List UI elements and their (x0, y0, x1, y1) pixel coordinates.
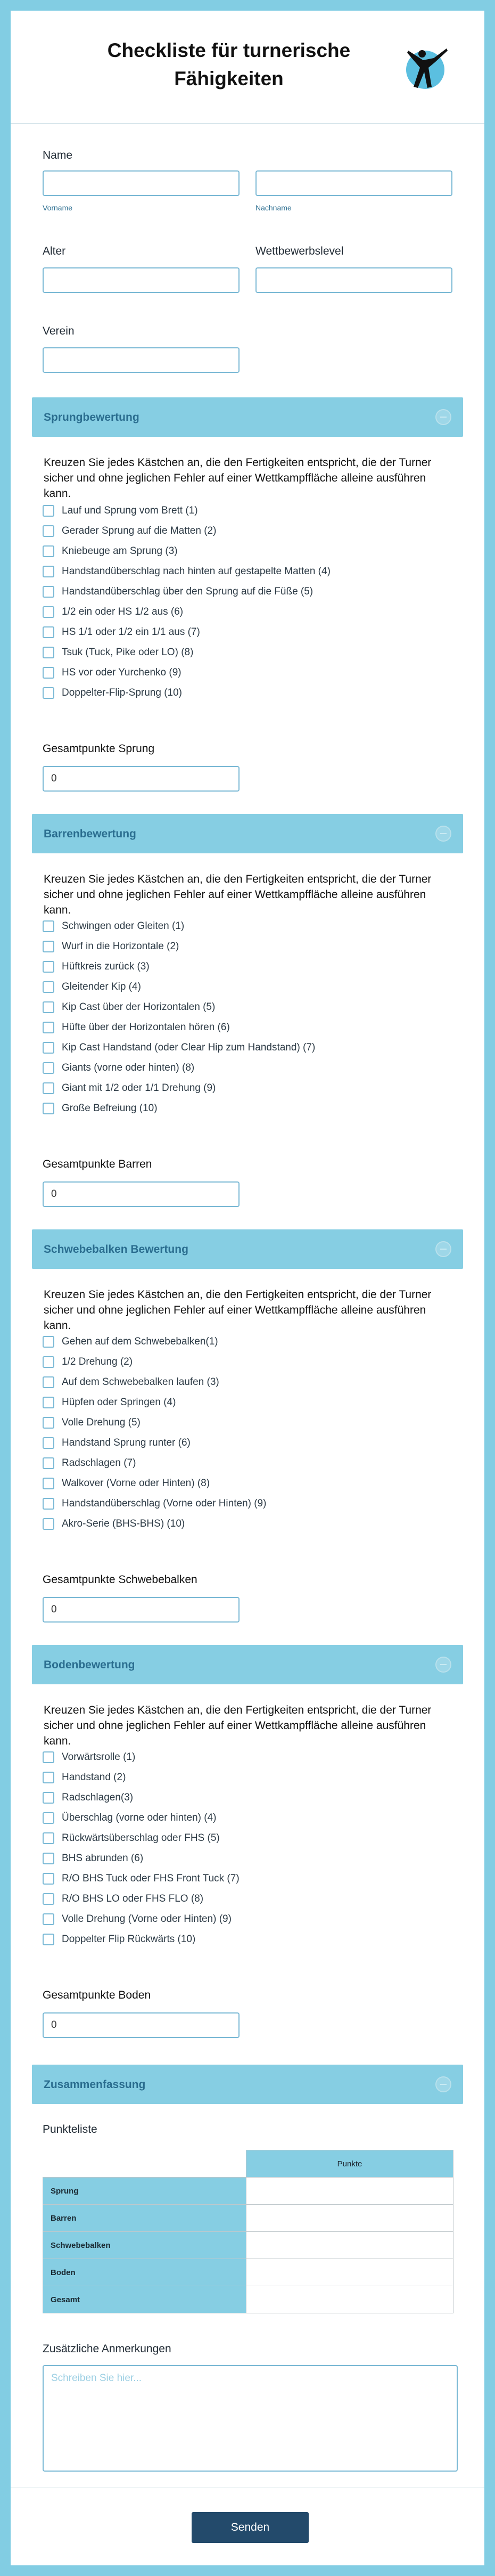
checkbox-option[interactable]: Volle Drehung (Vorne oder Hinten) (9) (43, 1909, 240, 1929)
name-label: Name (43, 149, 73, 161)
checkbox[interactable] (43, 1832, 54, 1844)
checkbox-option[interactable]: Akro-Serie (BHS-BHS) (10) (43, 1514, 266, 1534)
checkbox-option[interactable]: Kniebeuge am Sprung (3) (43, 541, 331, 561)
checkbox[interactable] (43, 1062, 54, 1074)
checkbox[interactable] (43, 920, 54, 932)
checkbox[interactable] (43, 1893, 54, 1905)
row-header: Sprung (43, 2178, 246, 2205)
checkbox-list-sprung (43, 501, 331, 703)
form-header (11, 11, 484, 124)
checkbox-option[interactable]: Handstand (2) (43, 1767, 240, 1788)
checkbox-option[interactable]: Giant mit 1/2 oder 1/1 Drehung (9) (43, 1078, 315, 1098)
checkbox[interactable] (43, 1103, 54, 1114)
row-header: Gesamt (43, 2286, 246, 2313)
checkbox-option[interactable]: Rückwärtsüberschlag oder FHS (5) (43, 1828, 240, 1848)
checkbox-option[interactable]: Radschlagen(3) (43, 1788, 240, 1808)
score-input-sprung[interactable]: 0 (43, 766, 240, 792)
score-label-boden: Gesamtpunkte Boden (43, 1989, 151, 2001)
section-header-barren[interactable] (32, 814, 463, 853)
club-label: Verein (43, 325, 75, 337)
checkbox[interactable] (43, 1417, 54, 1429)
row-header: Boden (43, 2259, 246, 2286)
checkbox-option[interactable]: R/O BHS Tuck oder FHS Front Tuck (7) (43, 1869, 240, 1889)
checkbox[interactable] (43, 1376, 54, 1388)
first-name-input[interactable] (43, 170, 240, 196)
checkbox-option[interactable]: 1/2 ein oder HS 1/2 aus (6) (43, 602, 331, 622)
collapse-toggle-icon[interactable] (435, 826, 451, 842)
notes-label: Zusätzliche Anmerkungen (43, 2343, 171, 2355)
score-input-barren[interactable]: 0 (43, 1181, 240, 1207)
table-row (43, 2232, 453, 2259)
checkbox[interactable] (43, 1853, 54, 1864)
checkbox-option[interactable]: Lauf und Sprung vom Brett (1) (43, 501, 331, 521)
checkbox[interactable] (43, 1772, 54, 1783)
checkbox[interactable] (43, 1001, 54, 1013)
row-header: Barren (43, 2205, 246, 2232)
checkbox[interactable] (43, 626, 54, 638)
first-name-sublabel: Vorname (43, 203, 73, 212)
checkbox-option[interactable]: Hüpfen oder Springen (4) (43, 1392, 266, 1413)
section-description: Kreuzen Sie jedes Kästchen an, die den Fertigkeiten entspricht, die der Turner sicher und ohne jeglichen Fehler auf einer Wettkampffläche alleine ausführen kann. (44, 456, 432, 500)
table-cell-input[interactable] (246, 2178, 453, 2205)
score-table (43, 2150, 453, 2313)
last-name-sublabel: Nachname (255, 203, 292, 212)
checkbox-option[interactable]: Gehen auf dem Schwebebalken(1) (43, 1332, 266, 1352)
section-header-sprung[interactable] (32, 397, 463, 437)
checkbox-option[interactable]: Schwingen oder Gleiten (1) (43, 916, 315, 936)
section-title: Barrenbewertung (44, 828, 136, 840)
checkbox[interactable] (43, 667, 54, 679)
checkbox-option[interactable]: Hüfte über der Horizontalen hören (6) (43, 1017, 315, 1038)
checkbox-option[interactable]: Handstand Sprung runter (6) (43, 1433, 266, 1453)
checkbox-option[interactable]: R/O BHS LO oder FHS FLO (8) (43, 1889, 240, 1909)
section-description: Kreuzen Sie jedes Kästchen an, die den Fertigkeiten entspricht, die der Turner sicher und ohne jeglichen Fehler auf einer Wettkampffläche alleine ausführen kann. (44, 1289, 432, 1332)
section-description: Kreuzen Sie jedes Kästchen an, die den Fertigkeiten entspricht, die der Turner sicher und ohne jeglichen Fehler auf einer Wettkampffläche alleine ausführen kann. (44, 873, 432, 916)
checkbox[interactable] (43, 1518, 54, 1530)
checkbox[interactable] (43, 1873, 54, 1885)
checkbox-option[interactable]: HS 1/1 oder 1/2 ein 1/1 aus (7) (43, 622, 331, 642)
score-label-barren: Gesamtpunkte Barren (43, 1158, 152, 1170)
checkbox[interactable] (43, 545, 54, 557)
checkbox-option[interactable]: Giants (vorne oder hinten) (8) (43, 1058, 315, 1078)
section-header-boden[interactable] (32, 1645, 463, 1684)
section-description: Kreuzen Sie jedes Kästchen an, die den Fertigkeiten entspricht, die der Turner sicher und ohne jeglichen Fehler auf einer Wettkampffläche alleine ausführen kann. (44, 1704, 432, 1747)
checkbox[interactable] (43, 687, 54, 699)
age-input[interactable] (43, 267, 240, 293)
checkbox-option[interactable]: Handstandüberschlag nach hinten auf gestapelte Matten (4) (43, 561, 331, 582)
checkbox[interactable] (43, 1498, 54, 1510)
checkbox[interactable] (43, 981, 54, 993)
table-cell-input[interactable] (246, 2205, 453, 2232)
section-header-summary[interactable] (32, 2065, 463, 2104)
collapse-toggle-icon[interactable] (435, 1657, 451, 1673)
checkbox-option[interactable]: Doppelter-Flip-Sprung (10) (43, 683, 331, 703)
score-table-label: Punkteliste (43, 2123, 97, 2135)
table-row (43, 2205, 453, 2232)
checkbox-option[interactable]: Doppelter Flip Rückwärts (10) (43, 1929, 240, 1950)
checkbox[interactable] (43, 1913, 54, 1925)
checkbox-option[interactable]: Handstandüberschlag über den Sprung auf die Füße (5) (43, 582, 331, 602)
score-label-sprung: Gesamtpunkte Sprung (43, 743, 155, 755)
checkbox-option[interactable]: 1/2 Drehung (2) (43, 1352, 266, 1372)
checkbox[interactable] (43, 941, 54, 952)
checkbox[interactable] (43, 606, 54, 618)
checkbox-option[interactable]: Radschlagen (7) (43, 1453, 266, 1473)
age-label: Alter (43, 245, 66, 257)
checkbox[interactable] (43, 586, 54, 598)
score-input-schwebebalken[interactable]: 0 (43, 1597, 240, 1623)
checkbox-option[interactable]: Große Befreiung (10) (43, 1098, 315, 1119)
score-label-schwebebalken: Gesamtpunkte Schwebebalken (43, 1574, 197, 1586)
collapse-toggle-icon[interactable] (435, 2076, 451, 2092)
checkbox[interactable] (43, 1082, 54, 1094)
collapse-toggle-icon[interactable] (435, 409, 451, 425)
form-card (11, 11, 484, 2565)
checkbox-option[interactable]: Kip Cast Handstand (oder Clear Hip zum Handstand) (7) (43, 1038, 315, 1058)
checkbox-option[interactable]: BHS abrunden (6) (43, 1848, 240, 1869)
checkbox[interactable] (43, 566, 54, 577)
checkbox-list-barren (43, 916, 315, 1119)
section-header-schwebebalken[interactable] (32, 1229, 463, 1269)
checkbox[interactable] (43, 1934, 54, 1945)
checkbox-option[interactable]: Gleitender Kip (4) (43, 977, 315, 997)
checkbox[interactable] (43, 1336, 54, 1348)
level-label: Wettbewerbslevel (255, 245, 344, 257)
section-title: Bodenbewertung (44, 1659, 135, 1671)
checkbox[interactable] (43, 1356, 54, 1368)
column-header: Punkte (246, 2150, 453, 2178)
checkbox-option[interactable]: Auf dem Schwebebalken laufen (3) (43, 1372, 266, 1392)
checkbox[interactable] (43, 1457, 54, 1469)
table-cell-input[interactable] (246, 2232, 453, 2259)
checkbox[interactable] (43, 961, 54, 973)
checkbox[interactable] (43, 505, 54, 517)
checkbox[interactable] (43, 647, 54, 658)
checkbox[interactable] (43, 1478, 54, 1489)
checkbox-option[interactable]: Überschlag (vorne oder hinten) (4) (43, 1808, 240, 1828)
section-title: Schwebebalken Bewertung (44, 1243, 188, 1256)
row-header: Schwebebalken (43, 2232, 246, 2259)
table-cell-input[interactable] (246, 2259, 453, 2286)
submit-button[interactable]: Senden (192, 2512, 309, 2543)
checkbox-option[interactable]: Gerader Sprung auf die Matten (2) (43, 521, 331, 541)
section-title: Zusammenfassung (44, 2078, 146, 2091)
checkbox[interactable] (43, 1042, 54, 1054)
gymnast-logo-icon (402, 44, 449, 91)
table-row (43, 2259, 453, 2286)
section-title: Sprungbewertung (44, 411, 139, 423)
table-row (43, 2178, 453, 2205)
form-title: Checkliste für turnerische Fähigkeiten (107, 39, 351, 89)
checkbox[interactable] (43, 1792, 54, 1804)
table-row (43, 2286, 453, 2313)
notes-placeholder: Schreiben Sie hier... (51, 2373, 142, 2384)
checkbox-option[interactable]: HS vor oder Yurchenko (9) (43, 663, 331, 683)
level-input[interactable] (255, 267, 452, 293)
checkbox[interactable] (43, 1022, 54, 1033)
table-header-row (43, 2150, 453, 2178)
checkbox[interactable] (43, 1812, 54, 1824)
checkbox-option[interactable]: Hüftkreis zurück (3) (43, 957, 315, 977)
score-input-boden[interactable]: 0 (43, 2012, 240, 2038)
checkbox-option[interactable]: Volle Drehung (5) (43, 1413, 266, 1433)
checkbox-option[interactable]: Tsuk (Tuck, Pike oder LO) (8) (43, 642, 331, 663)
checkbox[interactable] (43, 525, 54, 537)
checkbox-list-boden (43, 1747, 240, 1950)
checkbox[interactable] (43, 1437, 54, 1449)
checkbox-option[interactable]: Vorwärtsrolle (1) (43, 1747, 240, 1767)
checkbox-list-schwebebalken (43, 1332, 266, 1534)
club-input[interactable] (43, 347, 240, 373)
checkbox-option[interactable]: Wurf in die Horizontale (2) (43, 936, 315, 957)
checkbox-option[interactable]: Kip Cast über der Horizontalen (5) (43, 997, 315, 1017)
checkbox[interactable] (43, 1751, 54, 1763)
last-name-input[interactable] (255, 170, 452, 196)
checkbox-option[interactable]: Handstandüberschlag (Vorne oder Hinten) (9) (43, 1494, 266, 1514)
notes-textarea[interactable] (43, 2365, 458, 2472)
checkbox-option[interactable]: Walkover (Vorne oder Hinten) (8) (43, 1473, 266, 1494)
collapse-toggle-icon[interactable] (435, 1241, 451, 1257)
checkbox[interactable] (43, 1397, 54, 1408)
table-cell-input[interactable] (246, 2286, 453, 2313)
